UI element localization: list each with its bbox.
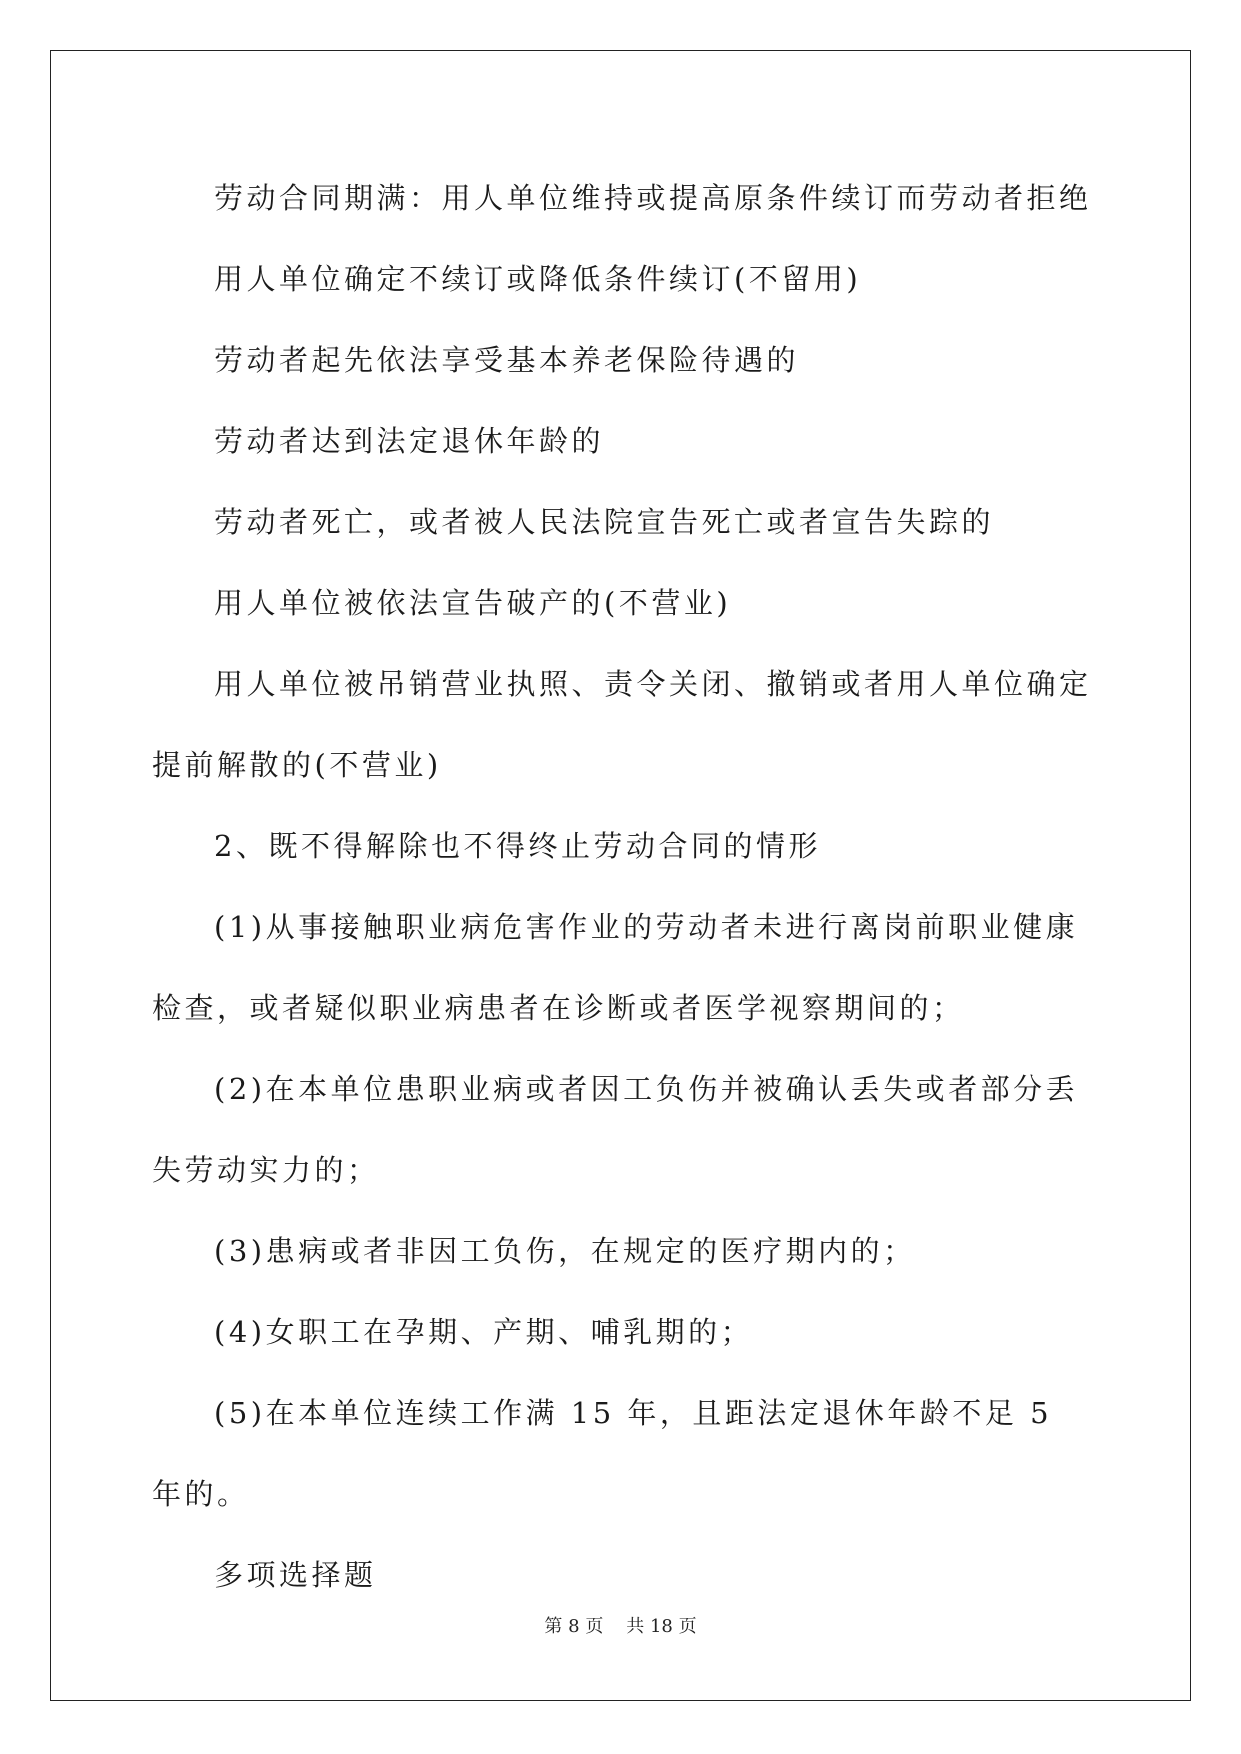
paragraph: 用人单位被依法宣告破产的(不营业): [214, 586, 732, 620]
paragraph: 劳动者起先依法享受基本养老保险待遇的: [214, 343, 800, 377]
list-item: (1)从事接触职业病危害作业的劳动者未进行离岗前职业健康检查，或者疑似职业病患者在诊断或者医学视察期间的；: [152, 910, 1079, 1025]
paragraph: 劳动合同期满：用人单位维持或提高原条件续订而劳动者拒绝: [214, 181, 1092, 215]
paragraph: 用人单位被吊销营业执照、责令关闭、撤销或者用人单位确定提前解散的(不营业): [152, 667, 1092, 782]
paragraph: 用人单位确定不续订或降低条件续订(不留用): [214, 262, 862, 296]
list-item: (2)在本单位患职业病或者因工负伤并被确认丢失或者部分丢失劳动实力的；: [152, 1072, 1079, 1187]
page-number: 第 8 页: [544, 1616, 604, 1637]
list-item: (4)女职工在孕期、产期、哺乳期的；: [214, 1315, 754, 1349]
list-item: (5)在本单位连续工作满 15 年，且距法定退休年龄不足 5 年的。: [152, 1396, 1053, 1511]
page-footer: [0, 1612, 1241, 1638]
section-heading: 多项选择题: [214, 1558, 377, 1592]
paragraph: 劳动者死亡，或者被人民法院宣告死亡或者宣告失踪的: [214, 505, 995, 539]
section-heading: 2、既不得解除也不得终止劳动合同的情形: [214, 829, 821, 863]
document-body: [152, 158, 1092, 1616]
page-total: 共 18 页: [626, 1616, 697, 1637]
list-item: (3)患病或者非因工负伤，在规定的医疗期内的；: [214, 1234, 916, 1268]
paragraph: 劳动者达到法定退休年龄的: [214, 424, 605, 458]
